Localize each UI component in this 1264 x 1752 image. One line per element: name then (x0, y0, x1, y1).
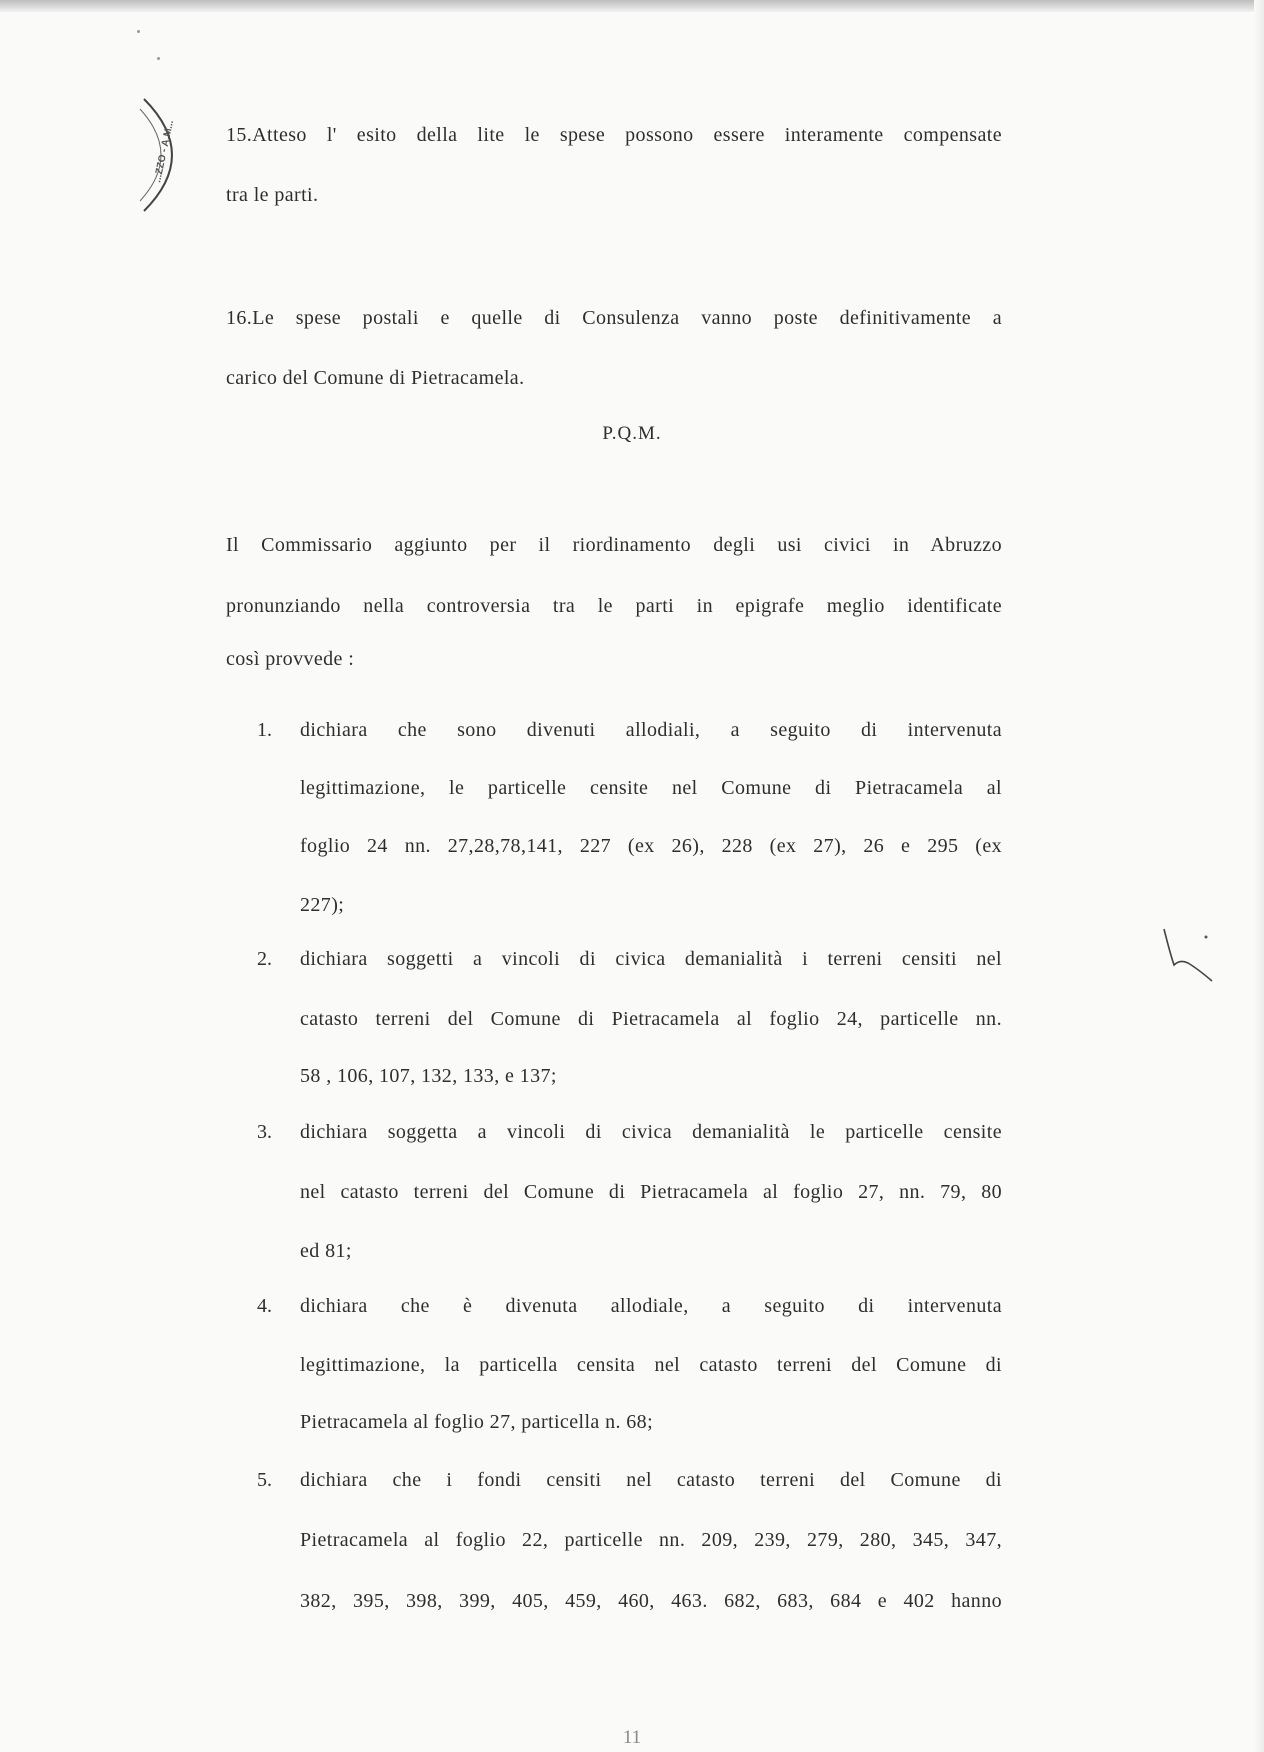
item-1-line-2: legittimazione, le particelle censite nel Comune di Pietracamela al (300, 777, 1002, 799)
para15-line-1: 15.Atteso l' esito della lite le spese possono essere interamente compensate (226, 124, 1002, 146)
item-2-line-3: 58 , 106, 107, 132, 133, e 137; (300, 1065, 557, 1087)
item-1-line-3: foglio 24 nn. 27,28,78,141, 227 (ex 26), 228 (ex 27), 26 e 295 (ex (300, 835, 1002, 857)
item-1-number: 1. (257, 719, 272, 741)
item-3-line-1: dichiara soggetta a vincoli di civica demanialità le particelle censite (300, 1121, 1002, 1143)
scan-top-shadow (0, 0, 1264, 12)
item-2-line-2: catasto terreni del Comune di Pietracamela al foglio 24, particelle nn. (300, 1008, 1002, 1030)
item-3-line-3: ed 81; (300, 1240, 352, 1262)
item-3-number: 3. (257, 1121, 272, 1143)
item-4-line-3: Pietracamela al foglio 27, particella n. 68; (300, 1411, 654, 1433)
scan-right-edge (1254, 0, 1264, 1752)
item-2-line-1: dichiara soggetti a vincoli di civica demanialità i terreni censiti nel (300, 948, 1002, 970)
item-1-line-1: dichiara che sono divenuti allodiali, a seguito di intervenuta (300, 719, 1002, 741)
para16-line-2: carico del Comune di Pietracamela. (226, 367, 525, 389)
item-5-line-3: 382, 395, 398, 399, 405, 459, 460, 463. 682, 683, 684 e 402 hanno (300, 1590, 1002, 1612)
page-number: 11 (622, 1727, 642, 1748)
item-5-line-2: Pietracamela al foglio 22, particelle nn. 209, 239, 279, 280, 345, 347, (300, 1529, 1002, 1551)
pqm-heading: P.Q.M. (602, 423, 662, 444)
item-2-number: 2. (257, 948, 272, 970)
official-stamp (138, 95, 194, 215)
scan-speck (157, 57, 160, 60)
stamp-lettering: ...ZZO - A.M... (152, 119, 177, 184)
intro-line-3: così provvede : (226, 648, 355, 670)
item-3-line-2: nel catasto terreni del Comune di Pietracamela al foglio 27, nn. 79, 80 (300, 1181, 1002, 1203)
intro-line-1: Il Commissario aggiunto per il riordinamento degli usi civici in Abruzzo (226, 534, 1002, 556)
handwritten-mark (1160, 925, 1220, 990)
para15-line-2: tra le parti. (226, 184, 319, 206)
item-5-line-1: dichiara che i fondi censiti nel catasto terreni del Comune di (300, 1469, 1002, 1491)
item-4-number: 4. (257, 1295, 272, 1317)
para16-line-1: 16.Le spese postali e quelle di Consulenza vanno poste definitivamente a (226, 307, 1002, 329)
item-1-line-4: 227); (300, 894, 345, 916)
item-4-line-1: dichiara che è divenuta allodiale, a seguito di intervenuta (300, 1295, 1002, 1317)
item-4-line-2: legittimazione, la particella censita nel catasto terreni del Comune di (300, 1354, 1002, 1376)
intro-line-2: pronunziando nella controversia tra le parti in epigrafe meglio identificate (226, 595, 1002, 617)
scan-speck (137, 30, 140, 33)
item-5-number: 5. (257, 1469, 272, 1491)
